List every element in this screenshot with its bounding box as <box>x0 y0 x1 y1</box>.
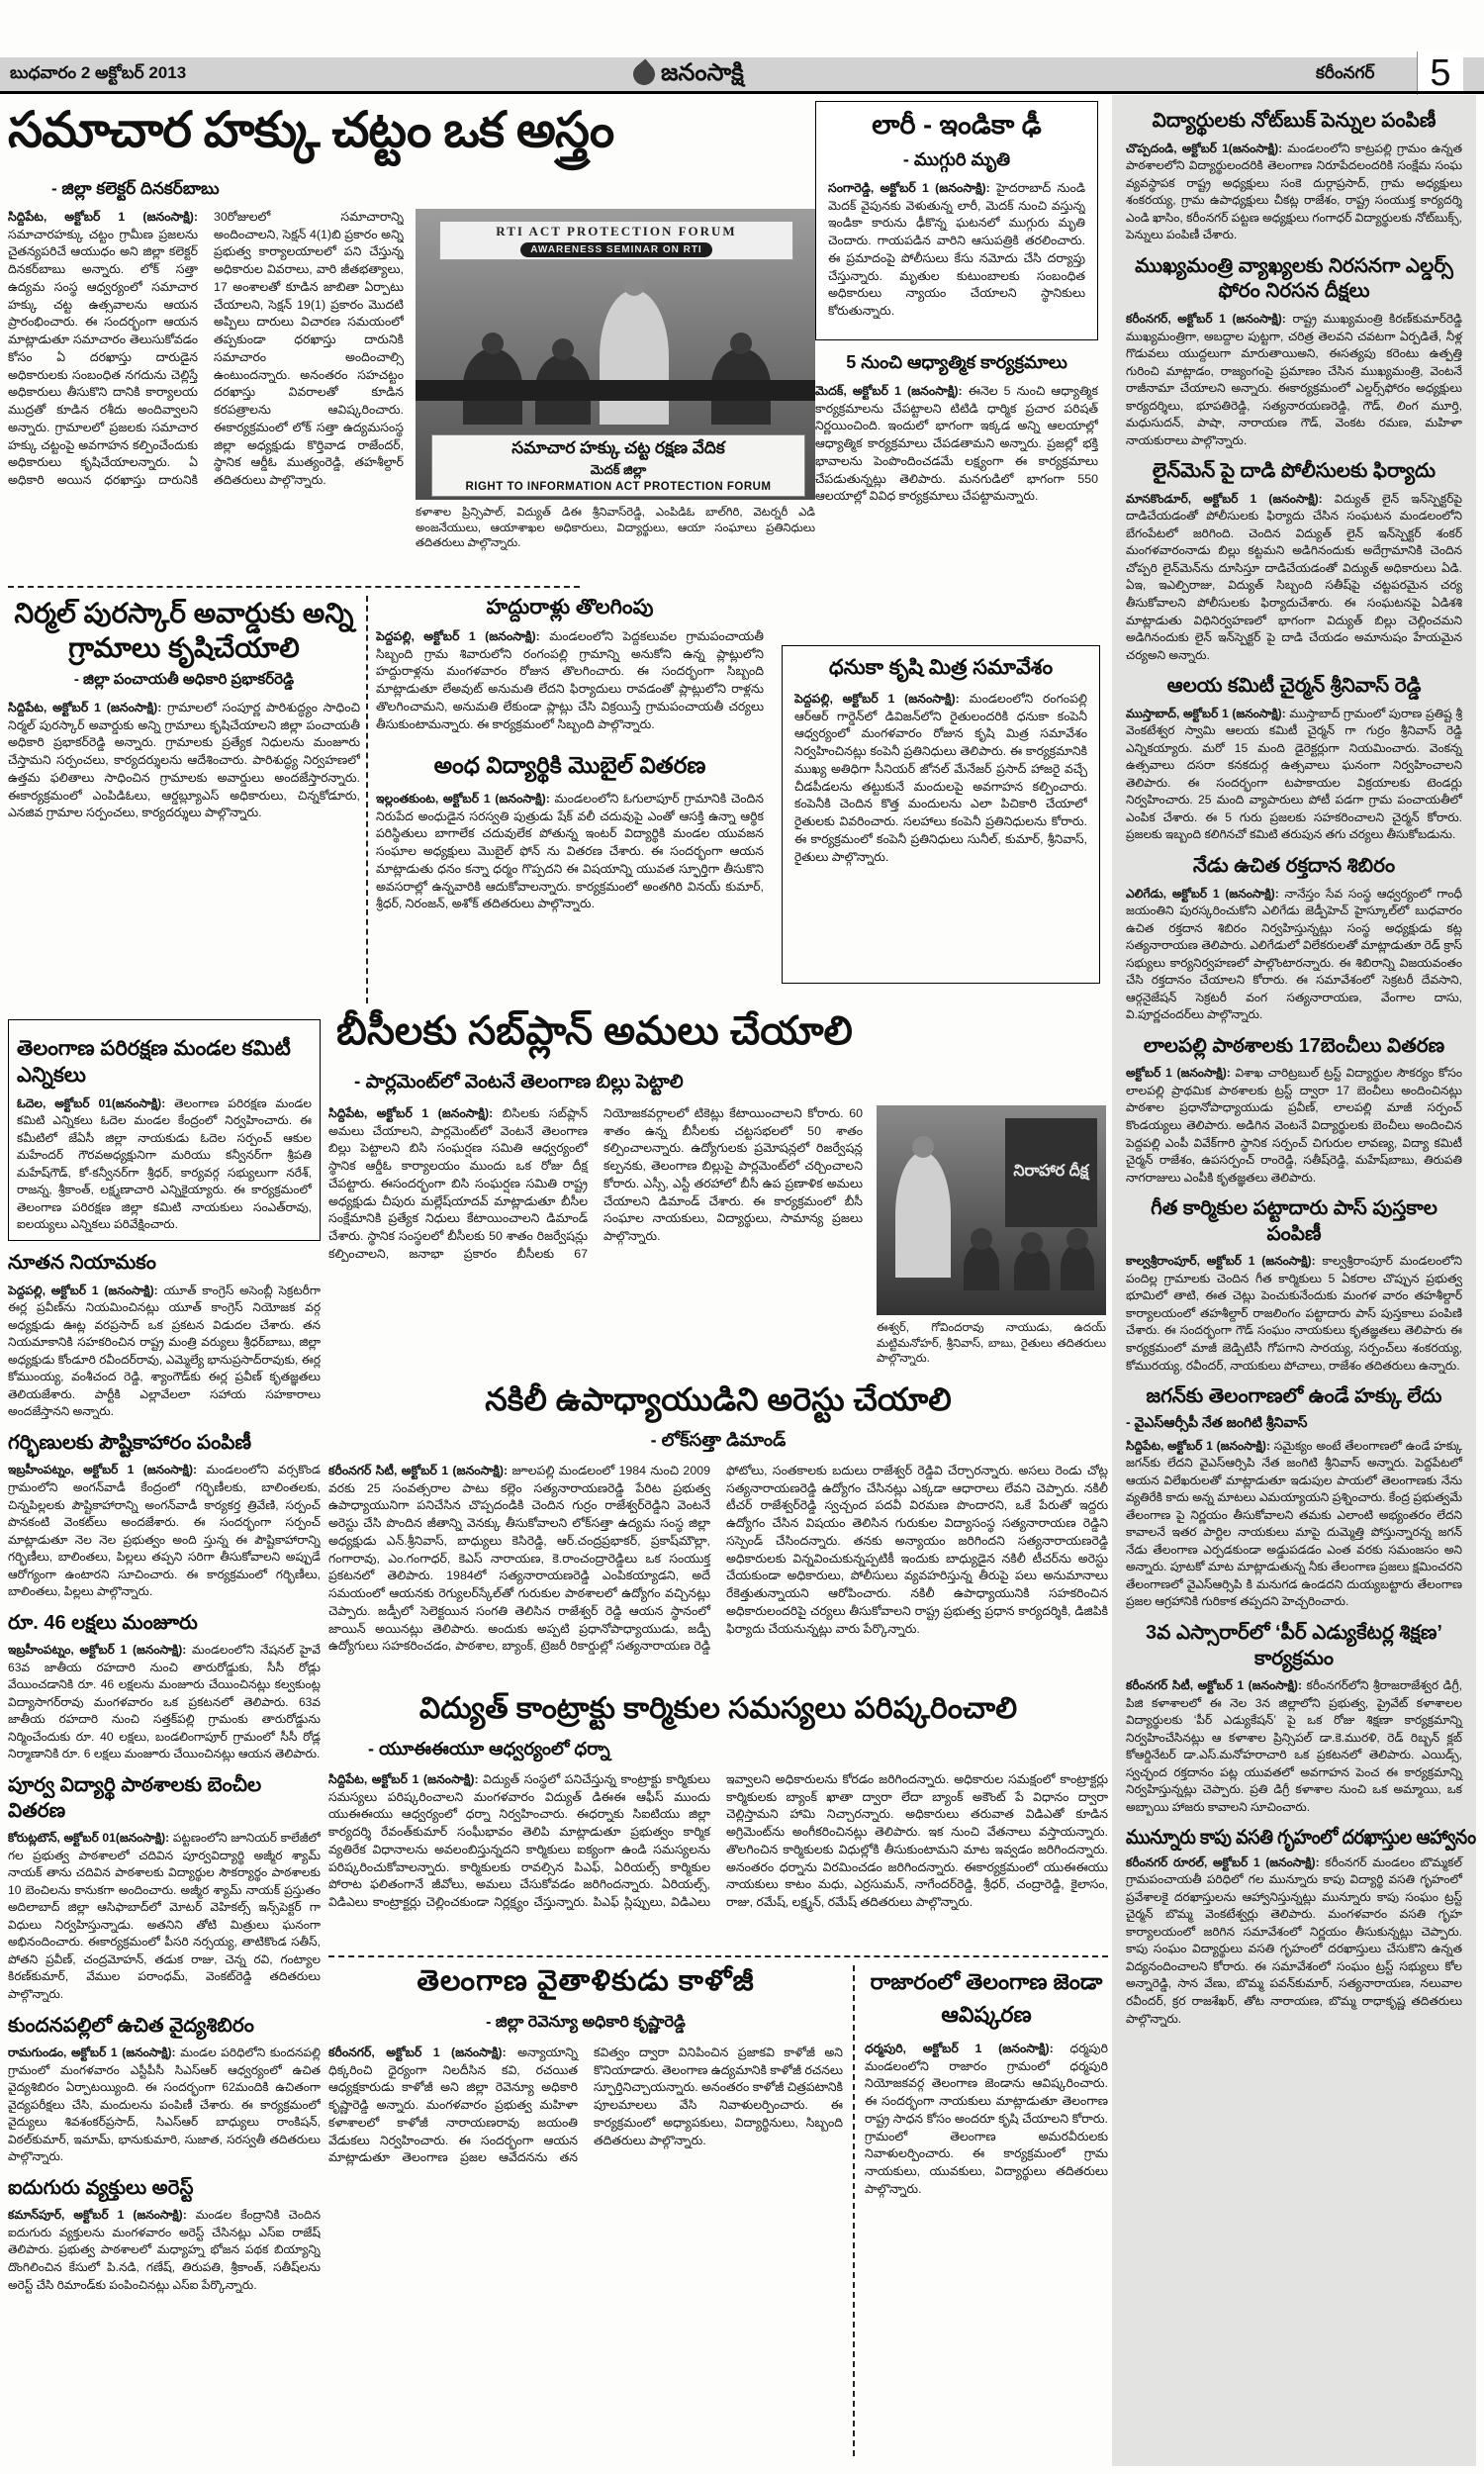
paper-logo <box>633 59 744 92</box>
article-body: కాల్వశ్రీరాంపూర్, అక్టోబర్ 1 (జనంసాక్షి): కాల్వశ్రీరాంపూర్ మండలంలోని పందిల్ల గ్రామాలకు చెందిన గీత కార్మికులు 5 ఏకరాల చొప్పున ప్రభుత్వ భూమిలో తాటి, ఈత చెట్లు పెంచుకునేందుకు మంగళ వారం తహశీల్దార్ కార్యాలయంలో తహశీల్దార్ రాజలింగం పట్టాదారు పాస్ పుస్తకాలు పంపిణి చేశారు. ఈ సందర్భంగా గౌడ్ సంఘం నాయకులు కృతజ్ఞతలు తెలిపారు ఈ కార్యక్రమంలో మాజీ జెడ్పిటిసీ గోపగాని సారయ్య, సర్పంచ్‌లు శంకరయ్య, కోమురయ్య, రవీందర్, నాయకులు పోచాలు, రాజేశం తదితరులు ఉన్నారు. <box>1126 1254 1462 1373</box>
article-body: కరీంనగర్, అక్టోబర్ 1 (జనంసాక్షి): రాష్ట్ర ముఖ్యమంత్రి కిరణ్‌కుమార్‌రెడ్డి ముఖ్యమంత్రిగా, అబద్దాల పుట్టగా, చరిత్ర తెలవని చవటగా ఏర్పడితే, నీళ్ల గొడువలు యుద్దలుగా మారుతాయిఅని, ఈసత్యపు కరెంటు ఉత్పత్తి గురించి మాట్లాడం, రాజ్యంగంపై ప్రమాణం చేసిన ముఖ్యమంత్రి, వెంటనే రాజీనామా చేయాలని అన్నారు. ఈకార్యక్రమంలో ఎల్డర్స్‌ఫోరం అధ్యక్షులు కార్యదర్శిలు, భూపతిరెడ్డి, సత్యనారయణరెడ్డి, గౌడ్, లింగ మూర్తి, మధుసుదన్, పాషా, నారాయణ గౌడ్, వెంకట రమణ, మహిళా నాయకురాలు పాల్గొన్నారు. <box>1126 311 1462 447</box>
article-body: అక్టోబర్ 1 (జనంసాక్షి): విశాఖ చారిట్రబుల్ ట్రస్ట్ విద్యార్థుల సౌకర్యం కోసం లాలపల్లి ప్రాథమిక పాఠశాలకు ట్రస్ట్ ద్వారా 17 బెంచీలు అందించినట్లు పాఠశాల ప్రధానోపాధ్యాయుడు ప్రవీణ్, లాలపల్లి మాజీ సర్పంచ్ కొండయ్యలు తెలిపారు. అడిగిన వెంటనే విద్యార్థులకు బెంచీలు అందించిన పెద్దపల్లి ఎంపీ వివేక్‌గారి స్థానిక సర్పంచ్ చిగురుల లావణ్య, విద్యా కమిటీ చైర్మన్ రాజేశం, ఉపసర్పంచ్ రాంరెడ్డి, సతీష్‌రెడ్డి, మహేష్‌బాబు, తిరుపతి నాగరాజులు ఎంపీకి కృతజ్ఞతలు తెలిపారు. <box>1126 1066 1463 1185</box>
photo-banner-top: RTI ACT PROTECTION FORUM AWARENESS SEMINAR ON RTI <box>439 221 793 260</box>
article-subhead: - ముగ్గురి మృతి <box>902 149 1011 169</box>
article-body: ముస్తాబాద్, అక్టోబర్ 1 (జనంసాక్షి): ముస్తాబాద్ గ్రామంలో పురాణ ప్రతిష్ట శ్రీ వెంకటేశ్వర స్వామి ఆలయ కమిటీ చైర్మన్ గా గుర్రం శ్రీనివాస్ రెడ్డి ఎన్నికయ్యారు. మరో 15 మంది డైరెక్టర్లుగా నియమించారు. వెంకన్న ఉత్సవాలు దసరా కనకదుర్గ ఉత్సవాలు ఘనంగా నిర్వహించాలని తెలిపారు. ఈ సందర్భంగా టపాకాయల విక్రయాలకు టెండర్లు నిర్వహించారు. 25 మంది వ్యాపారులు పోటీ పడగా గ్రామ పంచాయతీలో ఎంపిక చేశారు. ఈ 5 గురు ప్రజలకు సహకరించాలని చైర్మన్ కోరారు. ప్రజలకు ఇబ్బంది కలిగినచో కమిటి తరుపున తగు చర్యలు తీసుకోబడును. <box>1126 706 1462 842</box>
article-subhead: - యూఈఈయూ ఆధ్వర్యంలో ధర్నా <box>368 1739 610 1759</box>
rail-article <box>8 1431 321 1601</box>
rail-article <box>1126 459 1462 664</box>
masthead-rule <box>0 91 1484 94</box>
article-headline: సమాచార హక్కు చట్టం ఒక అస్త్రం <box>8 102 614 157</box>
article-byline: - జిల్లా కలెక్టర్ దినకర్‌బాబు <box>51 179 220 198</box>
person-silhouette <box>1014 1248 1050 1289</box>
right-rail <box>1112 95 1476 2466</box>
article-headline: రూ. 46 లక్షలు మంజూరు <box>8 1611 198 1634</box>
article-headline: గీత కార్మికుల పట్టాదారు పాస్ పుస్తకాల పంపిణీ <box>1151 1197 1438 1245</box>
page-number: 5 <box>1417 51 1463 95</box>
rail-article <box>1126 1825 1476 2028</box>
article-lorry <box>815 101 1098 340</box>
logo-flame-icon <box>629 58 660 89</box>
article-body: ధర్మపురి, అక్టోబర్ 1 (జనంసాక్షి): ధర్మపురి మండలంలోని రాజారం గ్రామంలో ధర్మపురి నియోజకవర్గ తెలంగాణ జెండాను ఆవిష్కరించారు. ఈ సందర్భంగా నాయకులు మాట్లాడుతూ తెలంగాణ రాష్ట్ర సాధన కోసం అందరూ కృషి చేయాలని కోరారు. గ్రామంలో తెలంగాణ అమరవీరులకు నివాళులర్పించారు. ఈ కార్యక్రమంలో గ్రామ నాయకులు, యువకులు, విద్యార్థులు తదితరులు పాల్గొన్నారు. <box>865 2042 1108 2196</box>
article-dateline: కోరుట్లటౌన్, అక్టోబర్ 01(జనంసాక్షి): <box>8 1831 173 1846</box>
left-rail <box>8 1019 321 2456</box>
article-body: ఇబ్రహీంపట్నం, అక్టోబర్ 1 (జనంసాక్షి): మండలంలోని వర్సకొండ గ్రామంలోని అంగన్‌వాడీ కేంద్రంలో గర్భిణీలకు, బాలింతలకు, చిన్నపిల్లలకు పౌష్టికాహారాన్ని అంగన్‌వాడీ కార్యకర్త త్రివేణి, సర్పంచ్ పొనకంటి వెంకట్‌లు అందజేశారు. ఈ సందర్భంగా సర్పంచ్ మాట్లాడుతూ నెల నెల ప్రభుత్వం అంది స్తున్న ఈ పౌష్టికాహారాన్ని గర్భిణీలు, బాలింతలు, పిల్లలు తప్పని సరిగా తీసుకోవాలని అప్పుడే ఆరోగ్యంగా ఉంటారని సూచించారు. ఈ కార్యక్రమంలో గర్భిణీలు, బాలింతలు, పిల్లలు పాల్గొన్నారు. <box>8 1463 321 1599</box>
article-dateline: కరీంనగర్, అక్టోబర్ 1 (జనంసాక్షి): <box>1126 311 1293 326</box>
article-dateline: కాల్వశ్రీరాంపూర్, అక్టోబర్ 1 (జనంసాక్షి): <box>1126 1254 1323 1269</box>
article-spiritual <box>815 352 1098 639</box>
article-headline: లాలపల్లి పాఠశాలకు 17బెంచీలు వితరణ <box>1143 1034 1445 1057</box>
rail-article <box>1126 1196 1462 1375</box>
article-headline: హద్దురాళ్లు తొలగింపు <box>486 596 654 618</box>
article-body: రామగుండం, అక్టోబర్ 1 (జనంసాక్షి): మండల పరిధిలోని కుందనపల్లి గ్రామంలో మంగళవారం ఎస్టీపీసీ సిఎస్ఆర్ ఆధ్వర్యంలో ఉచిత వైద్యశిబిరం ఏర్పాటయ్యింది. ఈ సందర్భంగా 62మందికి ఉచితంగా వైద్యపరీక్షలు చేసి, మందులను పంపిణీ చేశారు. ఈ కార్యక్రమంలో వైద్యులు శివశంకర్‌ప్రసాద్, సిఎస్ఆర్ బాధ్యులు రాంకిషన్, విఠల్‌కుమార్, ఇమామ్, భానుకుమారి, సుజాత, సరస్వతీ తదితరులు పాల్గొన్నారు. <box>8 2046 321 2164</box>
photo-table <box>416 380 815 401</box>
rti-seminar-photo <box>416 209 815 500</box>
article-headline: జగన్‌కు తెలంగాణలో ఉండే హక్కు లేదు <box>1146 1385 1442 1408</box>
article-body: సిద్దిపేట, అక్టోబర్ 1 (జనంసాక్షి): గ్రామాలలో సంపూర్ణ పారిశుద్ధ్యం సాధించి నిర్మల్ పురస్కార్ అవార్డుకు అన్ని గ్రామాలు కృషిచేయాలని జిల్లా పంచాయతీ అధికారి ప్రభాకర్‌రెడ్డి అన్నారు. గ్రామాలకు ప్రత్యేక నిధులను మంజూరు చేస్తామని సర్పంచలు, కార్యదర్శులను ఆదేశించారు. పారిశుద్ధ్య నిర్వహణలో ఉత్తమ ఫలితాలు సాధించిన గ్రామాలకు అవార్డులు అందజేస్తారన్నారు. ఈకార్యక్రమంలో ఎంపిడిఓలు, ఆర్డబ్ల్యూఎస్ అధికారులు, చిన్నకోడూరు, ఎనజివ గ్రామాల సర్పంచలు, కార్యదర్శులు పాల్గొన్నారు. <box>8 701 360 820</box>
article-body: కరీంనగర్ రూరల్, అక్టోబర్ 1 (జనంసాక్షి): కరీంనగర్ మండలం బొమ్మకల్ గ్రామపంచాయతీ పరిధిలో గల మున్నూరు కాపు విద్యార్థి వసతి గృహంలో ప్రవేశాలకై దరఖాస్తులను ఆహ్వానిస్తున్నట్లు మున్నూరు కాపు సంఘం ట్రస్ట్ చైర్మన్ బొమ్మ వెంకటేశ్వర్లు తెలిపారు. మంగళవారం వసతి గృహ కార్యాలయంలో జరిగిన సమావేశంలో నిర్ణయం తీసుకున్నట్లు చెప్పారు. కాపు సంఘం విద్యార్థులు వసతి గృహంలో దరఖాస్తులు చేసుకొని ఉన్నత విద్యనందించాలని కోరారు. ఈ సమావేశంలో సంఘం ట్రస్ట్ సభ్యులు కోల అన్నారెడ్డి, సాన వేణు, బొమ్మ పవన్‌కుమార్, సత్యనారాయణ, నలువాల రవీందర్, క్రర రాజశేఖర్, తోట నారాయణ, బొమ్మ రాధాకృష్ణ తదితరులు పాల్గొన్నారు. <box>1126 1855 1462 2026</box>
article-body: పెద్దపల్లి, అక్టోబర్ 1 (జనంసాక్షి): యూత్ కాంగ్రెస్ అసెంబ్లీ సెక్రటరీగా ఈర్ల ప్రవీణ్‌ను నియమించినట్లు యూత్ కాంగ్రెస్ నియోజక వర్గ అధ్యక్షుడు ఊట్ల వరప్రసాద్ ఒక ప్రకటన విడుదల చేశారు. తన నియమాకానికి సహకరించిన రాష్ట్ర మంత్రి వర్యులు శ్రీధర్‌బాబు, జిల్లా అధ్యక్షుడు కోండూరి రవీందర్‌రావు, ఎమ్మెల్యే భానుప్రసాద్‌రావుకు, ఈర్ల కోముంయ్య, వంశీచంద రెడ్డి, శ్యాంగౌడ్‌కు ఈర్ల ప్రవీణ్ కృతజ్ఞతలు తెలియజేశారు. పార్టీకి ఎల్లావేలలా సహాయ సహకారాలు అందజేస్తానని అన్నారు. <box>8 1283 321 1419</box>
article-headline: 3వ ఎస్సారార్‌లో ‘పీర్ ఎడ్యుకేటర్ల శిక్షణ’ కార్యక్రమం <box>1146 1621 1442 1669</box>
person-silhouette <box>1061 1244 1094 1290</box>
article-body: మానకొండూర్, అక్టోబర్ 1 (జనంసాక్షి): విద్యుత్ లైన్ ఇన్‌స్పెక్టర్‌పై దాడిచేయడంతో పోలీసులకు ఫిర్యాదు చేసిన సంఘటన మండలంలోని బేగంపేటలో జరిగింది. చెందిన విద్యుత్ లైన్ ఇన్‌స్పెక్టర్ శంకర్ మంగళవారంనాడు బిల్లు కట్టమని అడిగినందుకు అదేగ్రామానికి చెందిన చోప్పరి లైన్‌మెన్‌ను దూసిస్తూ దాడిచేయడంతో విద్యుత్ అధికారులు ఏడి. ఏఇ, ఇఎల్పిరాజు, విద్యుత్ సిబ్బంది సతీష్‌పై చట్టపరమైన చర్య తీసుకోవాలని పోలీసులకు ఫిర్యాదుచేశారు. ఈ సంఘటనపై ఏడిశశి మాట్లాడుతు విధినిర్వహణలో భాగంగా విద్యుత్ బిల్లు చెల్లించమని అడిగినందుకు లైన్ ఇన్‌స్పెక్టర్ పై దాడి చేయడం అమానుషం హేయమైన చర్యఅని అన్నారు. <box>1126 491 1462 662</box>
article-subhead: - జిల్లా రెవెన్యూ అధికారి కృష్ణారెడ్డి <box>486 2014 686 2031</box>
article-headline: విద్యుత్ కాంట్రాక్టు కార్మికుల సమస్యలు పరిష్కరించాలి <box>418 1692 1018 1725</box>
article-dateline: ఎలిగేడు, అక్టోబర్ 1 (జనంసాక్షి): <box>1126 886 1285 901</box>
speaker-silhouette <box>600 290 669 424</box>
photo-caption: ఈశ్వర్, గోవిందరావు నాయుడు, ఉదయ్ మట్టిమనోహర్, శ్రీనివాస్, బాబు, రైతులు తదితరులు పాల్గొన్నారు. <box>877 1321 1106 1366</box>
article-headline: ఆలయ కమిటీ చైర్మన్ శ్రీనివాస్ రెడ్డి <box>1166 675 1422 698</box>
article-headline: నకిలీ ఉపాధ్యాయుడిని అరెస్టు చేయాలి <box>485 1381 952 1417</box>
rail-article <box>1126 1621 1462 1816</box>
article-body: కరీంనగర్ సిటీ, అక్టోబర్ 1 (జనంసాక్షి): కరీంనగర్‌లోని శ్రీరాజరాజేశ్వర డిగ్రీ, పిజి కళాశాలలో ఈ నెల 3న జిల్లాలోని ప్రభుత్వ, ప్రైవేట్ కళాశాలల విద్యార్థులకు ‘పీర్ ఎడ్యుకేషన్’ పై ఒక రోజు శిక్షణా కార్యక్రమాన్ని నిర్వహించేసినట్లు ఆ కళాశాల ప్రిన్సిపల్ డా.కె.మురళి, రెడ్ రిబ్బన్ క్లబ్ కోఆర్డినేటర్ డా.ఎస్.మనోహరాచారి ఒక ప్రకటనలో తెలిపారు. ఎయిడ్స్, స్వచ్ఛంద రక్తదానం పట్ల యువతలో అవగాహన పెంచ ఈ కార్యక్రమాన్ని నిర్వహిస్తున్నట్లు చెప్పారు. ప్రతి డిగ్రీ కళాశాల నుంచి ఒక అమ్మాయి, ఒక అబ్బాయి హాజరు కావాలని సూచించారు. <box>1126 1678 1463 1814</box>
article-dateline: కమాన్‌పూర్, అక్టోబర్ 1 (జనంసాక్షి): <box>8 2208 196 2223</box>
photo-banner-bottom: సమాచార హక్కు చట్ట రక్షణ వేదిక మెదక్ జిల్లా RIGHT TO INFORMATION ACT PROTECTION FORUM <box>431 434 805 497</box>
article-byline: - జిల్లా పంచాయతీ అధికారి ప్రభాకర్‌రెడ్డి <box>73 671 295 688</box>
article-blind <box>376 752 764 1005</box>
rail-article <box>8 1251 321 1421</box>
dharna-banner: నిరాహార దీక్ష <box>1005 1118 1097 1227</box>
divider <box>8 586 580 588</box>
article-subhead: - వైఎస్ఆర్సీపీ నేత జంగిటి శ్రీనివాస్ <box>1126 1413 1308 1430</box>
rail-article <box>1126 109 1462 244</box>
article-headline: రాజారంలో తెలంగాణ జెండా ఆవిష్కరణ <box>870 1969 1103 2027</box>
article-rti <box>8 101 815 590</box>
article-dateline: ముస్తాబాద్, అక్టోబర్ 1 (జనంసాక్షి): <box>1126 706 1290 720</box>
article-dhanuka <box>782 645 1100 984</box>
article-headline: తెలంగాణ వైతాళికుడు కాళోజీ <box>417 1965 755 1997</box>
article-dateline: అక్టోబర్ 1 (జనంసాక్షి): <box>1126 1066 1236 1081</box>
rail-article <box>8 2176 321 2294</box>
article-body: సిద్దిపేట, అక్టోబర్ 1 (జనంసాక్షి): సమాచారహక్కు చట్టం గ్రామీణ ప్రజలను చైతన్యపరిచే ఆయుధం అని జిల్లా కలెక్టర్ దినకర్‌బాబు అన్నారు. లోక్ సత్తా ఉద్యమ సంస్థ ఆధ్వర్యంలో సమాచార హక్కు చట్ట ఉత్సవాలను ఆయన ప్రారంభించారు. ఈ సందర్భంగా ఆయన మాట్లాడుతూ సమాచారం తెలుసుకోవడం కోసం ఏ దరఖాస్తు దారుడైన అధికారులకు సంబంధిత నగదును చెల్లిస్తే అధికారులు తీసుకొని దానికి కార్యాలయ ముద్రతో కూడిన రశీదు అందివ్వాలని అన్నారు. గ్రామాలలో ప్రజలకు సమాచార హక్కు చట్టంపై అవగాహన కల్పించేందుకు అధికారులు కృషిచేయాలన్నారు. ఏ అధికారి అయిన ధరఖాస్తు దారునికి 30రోజులలో సమాచారాన్ని అందించాలని, సెక్షన్ 4(1)బి ప్రకారం అన్ని ప్రభుత్వ కార్యాలయాలలో పని చేస్తున్న అధికారుల వివరాలు, వారి జీతభత్యాలు, 17 అంశాలతో కూడిన జాబితా ఏర్పాటు చేయాలని, సెక్షన్ 19(1) ప్రకారం మొదటి అప్పిలు దారులు విచారణ సమయంలో తప్పకుండా ధరఖాస్తు దారునికి సమాచారం అందించాల్సి ఉంటుందన్నారు. అనంతరం సహచట్టం దరఖాస్తు వివరాలతో కూడిన కరపత్రాలను ఆవిష్కరించారు. ఈకార్యక్రమంలో లోక్ సత్తా ఉద్యమసంస్థ జిల్లా అధ్యక్షుడు కొర్తివాడ రాజేందర్, స్థానిక ఆర్డీఓ ముత్యంరెడ్డి, తహశీల్దార్ తదితరులు పాల్గొన్నారు. <box>8 210 404 488</box>
article-subhead: - లోక్‌సత్తా డిమాండ్ <box>650 1430 787 1450</box>
article-nirmal <box>8 596 360 1005</box>
divider <box>853 1965 855 2456</box>
article-headline: గర్భిణులకు పౌష్టికాహారం పంపిణీ <box>8 1431 251 1454</box>
article-power <box>328 1692 1108 1950</box>
article-dateline: ఇబ్రహీంపట్నం, అక్టోబర్ 1 (జనంసాక్షి): <box>8 1463 207 1477</box>
rail-article <box>1126 854 1462 1024</box>
article-headline: 5 నుంచి ఆధ్యాత్మిక కార్యక్రమాలు <box>846 352 1067 372</box>
article-dateline: కరీంనగర్ సిటీ, అక్టోబర్ 1 (జనంసాక్షి): <box>1126 1678 1307 1693</box>
article-body: కరీంనగర్ సిటీ, అక్టోబర్ 1 (జనంసాక్షి): జూలపల్లి మండలంలో 1984 నుంచి 2009 వరకు 25 సంవత్సరాల పాటు కల్లెం సత్యనారాయణరెడ్డి పేరిట ప్రభుత్వ ఉపాధ్యాయునిగా పనిచేసిన చొప్పదండికి చెందిన గుర్రం రాజేశ్వర్‌రెడ్డిని వెంటనే అరెస్టు చేసి పొందిన జీతాన్ని వెనక్కు తీసుకోవాలని లోక్‌సత్తా ఉద్యమ సంస్థ జిల్లా అధ్యక్షుడు ఎన్.శ్రీనివాస్, బాధ్యులు కెసిరెడ్డి, ఆర్.చంద్రప్రభాకర్, ప్రకాష్‌మౌల్లా, గంగారావు, ఎం.గంగాధర్, కెఎస్ నారాయణ, కె.రాంచంద్రారెడ్డిలు ఒక సంయుక్త ప్రకటనలో తెలిపారు. 1984లో సత్యనారాయణరెడ్డి ఎంపికయ్యాడని, అదే సమయంలో ఆయనకు రెగ్యులర్‌స్కేల్‌తో గురుకుల పాఠశాలలో ఉద్యోగం వచ్చినట్లు చెప్పారు. జడ్పీలో సెలెక్టయిన సంగతి తెలిసిన రాజేశ్వర్ రెడ్డి ఆయన స్థానంలో జాయిన్ అయినట్లు తెలిపారు. అందుకు అప్పటి ప్రధానోపాధ్యాయుడు, జడ్పీ ఉద్యోగులు సహకరించడం, పాఠశాల, బ్యాంక్, ట్రెజరీ రికార్డుల్లో సత్యనారాయణ రెడ్డి ఫోటోలు, సంతకాలకు బదులు రాజేశ్వర్ రెడ్డివి చేర్చారన్నారు. అసలు రెండు చోట్ల సత్యనారాయణరెడ్డి ఉద్యోగం చేసినట్లు ఎక్కడా ఆధారాలు లేవని చెప్పారు. నకిలీ టీచర్ రాజేశ్వర్‌రెడ్డి స్వచ్చంద పదవీ విరమణ పొందారని, ఒకే పేరుతో ఇద్దరు ఉద్యోగం చేసిన విషయం తెలిసిన గురుకుల విద్యాసంస్థ సత్యనారాయణ రెడ్డిని సస్పెండ్ చేసిందన్నారు. తనకు అన్యాయం జరిగిందని సత్యనారాయణరెడ్డి అధికారులకు విన్నవించుకున్నప్పటికీ ఇందుకు బాధ్యుడైన నకిలీ టీచర్‌ను అరెస్టు చేయకుండా అధికారులు, పోలీసులు వ్యవహరిస్తున్న తీరుపై పలు అనుమానాలు రేకెత్తుతున్నాయని ఆరోపించారు. నకిలీ ఉపాధ్యాయునికి సహకరించిన అధికారులందరిపై చర్యలు తీసుకోవాలని రాష్ట్ర ప్రభుత్వ ప్రధాన కార్యదర్శికి, డిజిపికి ఫిర్యాదు చేయనున్నట్లు వారు పేర్కొన్నారు. <box>328 1464 1108 1654</box>
edition-date: బుధవారం 2 అక్టోబర్ 2013 <box>10 63 187 82</box>
article-boundary <box>376 596 764 746</box>
article-dateline: సిద్దిపేట, అక్టోబర్ 1 (జనంసాక్షి): <box>1126 1438 1274 1453</box>
rail-article <box>1126 254 1462 449</box>
article-body: కరీంనగర్, అక్టోబర్ 1 (జనంసాక్షి): అన్యాయాన్ని ధిక్కరించి ధైర్యంగా నిలదీసిన కవి, రచయిత ఆధ్యక్షకారుడు కాళోజీ అని జిల్లా రెవెన్యూ అధికారి కృష్ణారెడ్డి అన్నారు. మంగళవారం ప్రభుత్వ మహిళా కళాశాలలో కాళోజీ నారాయణరావు జయంతి వేడుకలు నిర్వహించారు. ఈ సందర్భంగా ఆయన మాట్లాడుతూ తెలంగాణ ప్రజల ఆవేదనను తన కవిత్వం ద్వారా వినిపించిన ప్రజాకవి కాళోజీ అని కొనియాడారు. తెలంగాణ ఉద్యమానికి కాళోజీ రచనలు స్ఫూర్తినిచ్చాయన్నారు. అనంతరం కాళోజీ చిత్రపటానికి పూలమాలలు వేసి నివాళులర్పించారు. ఈ కార్యక్రమంలో అధ్యాపకులు, విద్యార్థినులు, సిబ్బంది తదితరులు పాల్గొన్నారు. <box>328 2046 843 2165</box>
article-body: పెద్దపల్లి, అక్టోబర్ 1 (జనంసాక్షి): మండలంలోని రంగంపల్లి ఆర్ఆర్ గార్డెన్‌లో డివిజన్‌లోని రైతులందరికి ధనుకా కంపెనీ ఆధ్వర్యంలో మంగళవారం రోజున కృషి మిత్ర సమావేశం నిర్వహించినట్లు కంపెనీ ప్రతినిధులు తెలిపారు. ఈ కార్యక్రమానికి ముఖ్య అతిధిగా సీనియర్ జోనల్ మేనేజర్ ప్రసాద్ హాజరై వచ్చే చీడపీడలను తట్టుకునే మందులపై అవగాహన కల్పించారు. కంపెనీకి చెందిన కొత్త మందులను ఎలా పిచికారి చేయాలో రైతులకు వివరించారు. సలహాలు కంపెనీ ప్రతినిధులను కోరారు. ఈ కార్యక్రమంలో కంపెనీ ప్రతినిధులు సునీల్, కుమార్, శ్రీనివాస్, రైతులు పాల్గొన్నారు. <box>794 692 1087 864</box>
article-dateline: ఇబ్రహీంపట్నం, అక్టోబర్ 1 (జనంసాక్షి): <box>8 1643 193 1658</box>
rail-article <box>8 2014 321 2166</box>
article-headline: నిర్మల్ పురస్కార్ అవార్డుకు అన్ని గ్రామాలు కృషిచేయాలి <box>14 598 354 663</box>
rail-article <box>8 1019 321 1241</box>
article-dateline: రామగుండం, అక్టోబర్ 1 (జనంసాక్షి): <box>8 2046 181 2060</box>
article-headline: అంధ విద్యార్థికి మొబైల్ వితరణ <box>433 752 706 778</box>
article-headline: పూర్వ విద్యార్థి పాఠశాలకు బెంచీల వితరణ <box>8 1774 262 1822</box>
edition-region: కరీంనగర్ <box>1316 63 1375 82</box>
bc-dharna-photo <box>877 1105 1106 1315</box>
article-headline: ముఖ్యమంత్రి వ్యాఖ్యలకు నిరసనగా ఎల్డర్స్ ఫోరం నిరసన దీక్షలు <box>1135 254 1453 303</box>
article-body: సిద్దిపేట, అక్టోబర్ 1 (జనంసాక్షి): సమైక్యం అంటే తేలంగాణలో ఉండే హక్కు జగన్‌కు లేదని వైఎస్ఆర్సిపి నేత జంగిటి శ్రీనివాస్ అన్నారు. పెద్దపేటలో ఆయన విలేఖరులతో మాట్లాడుతూ ఇడుపుల పాయలో తెలంగాణకు నేను వ్యతిరేకి కాదు అన్న మాటలు ఎమయ్యాయని ప్రశ్నించారు. కేంద్ర ప్రభుత్వమే తేలంగాణ పై నిర్ణయం తీసుకోవాలని తమకు ఎలాంటి అభ్యంతరం లేదని కావాలనే ఇతర పార్టిల నాయకులు మాపై దుమ్మెత్తి పోస్తున్నారన్న జగన్ నేడు తేలంగాణ ఎర్పడకుండా అడ్డుపడడం ఎంత వరకు సమంజసం అని అన్నారు. పూటకో మాట మాట్లాడుతున్న నీకు తేలంగాణ ప్రజలు క్షమించరని తేలంగాణలో వైఎస్ఆర్సిపి కి మనుగడ ఉండదని దుయ్యబట్టారు తేలంగాణ ప్రజల ఆగ్రహానికి గురికాక తప్పదని హెచ్చరించారు. <box>1126 1438 1462 1609</box>
article-rajaram <box>865 1965 1108 2460</box>
article-body: చొప్పదండి, అక్టోబర్ 1(జనంసాక్షి): మండలంలోని కాట్రపల్లి గ్రామం ఉన్నత పాఠశాలలోని విద్యార్థులందరికి తెలంగాణ నిరూపేదలందరికి సంక్షేమ సంఘ వ్యవస్థాపక రాష్ట్ర అధ్యక్షులు సంకె దుర్గాప్రసాద్, గ్రామ అధ్యక్షులు శంకరయ్య, గ్రామ ఉపాధ్యక్షులు చీకట్ల రాజేశం, రాష్ట్ర సంయుక్త కార్యదర్శి ఎండి ఖాసిం, కరీంనగర్ పట్టణ అధ్యక్షులు గంగాధర్ విద్యార్థులకు నోట్‌బుక్స్, పెన్నులు పంపిణీ చేశారు. <box>1126 141 1462 242</box>
rail-article <box>1126 674 1462 844</box>
seminar-pill: AWARENESS SEMINAR ON RTI <box>520 242 711 257</box>
speaker-silhouette <box>895 1152 951 1278</box>
article-headline: లైన్‌మెన్ పై దాడి పోలీసులకు ఫిర్యాదు <box>1152 460 1437 483</box>
person-silhouette <box>964 1244 999 1290</box>
article-body: కమాన్‌పూర్, అక్టోబర్ 1 (జనంసాక్షి): మండల కేంద్రానికి చెందిన ఐదుగురు వ్యక్తులను మంగళవారం అరెస్ట్ చేసినట్లు ఎస్ఐ రాజేష్ తెలిపారు. ప్రభుత్వ పాఠశాలలో మధ్యాహ్న భోజన పథక బియ్యాన్ని దొంగిలించిన కేసులో పి.నడి, గణేష్, తిరుపతి, శ్రీకాంత్, సతీష్‌లను అరెస్ట్ చేసి రిమాండ్‌కు పంపించినట్లు ఎస్ఐ పేర్కొన్నారు. <box>8 2208 321 2292</box>
article-headline: మున్నూరు కాపు వసతి గృహంలో దరఖాస్తుల ఆహ్వానం <box>1126 1825 1476 1849</box>
article-body: ఇబ్రహీంపట్నం, అక్టోబర్ 1 (జనంసాక్షి): మండలంలోని నేషనల్ హైవే 63వ జాతీయ రహదారి నుంచి తారురోడ్డుకు, సీసీ రోడ్లు వేయించడానికి రూ. 46 లక్షలను మంజూరు చేయించినట్లు కల్వకుంట్ల విద్యాసాగర్‌రావు మంగళవారం ఒక ప్రకటనలో తెలిపారు. 63వ జాతీయ రహదారి నుంచి సత్తక్‌పల్లి గ్రామంకు తారురోడ్డును నిర్మించేందుకు రూ. 40 లక్షలు, బండలింగాపూర్ గ్రామంలో సీసీ రోడ్ల నిర్మాణానికి రూ. 6 లక్షలు మంజూరు చేయించినట్లు ఆయన తెలిపారు. <box>8 1643 321 1761</box>
article-headline: లారీ - ఇండికా ఢీ <box>872 110 1042 140</box>
article-headline: ధనుకా కృషి మిత్ర సమావేశం <box>828 656 1054 679</box>
rail-article <box>1126 1034 1462 1187</box>
article-dateline: ఓదెల, అక్టోబర్ 01(జనంసాక్షి): <box>17 1095 175 1110</box>
article-body: ఓదెల, అక్టోబర్ 01(జనంసాక్షి): తెలంగాణ పరిరక్షణ మండల కమిటి ఎన్నికలు ఓదెల మండల కేంద్రంలో నిర్వహించారు. ఈ కమీటిలో జేఏసీ జిల్లా నాయకుడు ఓదెల సర్పంచ్ ఆకుల మహేందర్ గౌరవఅధ్యక్షునిగా మరియు కన్వీనర్‌గా శ్రీపతి మహేష్‌గౌడ్, కో-కన్వీనర్‌గా శ్రీధర్, కార్యవర్గ సభ్యులుగా నరేశ్, రాజన్న, శ్రీకాంత్, లక్ష్మణాచారి ఎన్నికైయ్యారు. ఈ కార్యక్రమంలో తెలంగాణ పరిరక్షణ జిల్లా కమిటి నాయకులు సంఎత్‌రావు, ఐలయ్యలు ఎన్నికలు పరివేక్షించారు. <box>17 1095 312 1232</box>
article-dateline: పెద్దపల్లి, అక్టోబర్ 1 (జనంసాక్షి): <box>8 1283 164 1297</box>
article-subhead: - పార్లమెంట్‌లో వెంటనే తెలంగాణ బిల్లు పెట్టాలి <box>354 1072 684 1093</box>
article-body: ఎలిగేడు, అక్టోబర్ 1 (జనంసాక్షి): నానేస్తం సేవ సంస్థ ఆధ్వర్యంలో గాంధీ జయంతిని పురస్కరించుకోని ఎలిగేడు జెడ్పీహెచ్ హైస్కూల్‌లో బుధవారం ఉచిత రక్తదాన శిబిరం నిర్వహిస్తున్నట్లు సంస్థ అధ్యక్షుడు కట్ల సత్యనారాయణ తెలిపారు. ఎలిగేడులో విలేకరులతో మాట్లాడుతూ రెడ్ క్రాస్ సభ్యులు కార్యనిర్వహణలో పాల్గొంటారన్నారు. ఈ శిబిరాన్ని విజయవంతం చేసి రక్తదానం చేయాలని కోరారు. ఈ సమావేశంలో సెక్రటరీ దేవసాని, ఆర్గనైజేషన్ సెక్రటరీ వంగ సత్యనారాయణ, వేంగాల దాసు, వి.పూర్ణచందర్‌లు పాల్గొన్నారు. <box>1126 886 1462 1022</box>
article-body: సిద్దిపేట, అక్టోబర్ 1 (జనంసాక్షి): బిసిలకు సబ్‌ప్లాన్ అమలు చేయాలని, పార్లమెంట్‌లో వెంటనే తెలంగాణ బిల్లు పెట్టాలని బిసి సంఘర్షణ సమితి ఆధ్వర్యంలో స్థానిక ఆర్డీఓ కార్యాలయం ముందు ఒక రోజు దీక్ష చేపట్టారు. ఈసందర్భంగా బిసి సంఘర్షణ సమితి రాష్ట్ర అధ్యక్షుడు చీపురు మల్లేష్‌యాదవ్ మాట్లాడుతూ బీసీల సంక్షేమానికి ప్రత్యేక నిధులు కేటాయించాలని డిమాండ్ చేశారు. స్థానిక సంస్థలలో బీసీలకు 50 శాతం రిజర్వేషన్లు కల్పించాలని, జనాభా ప్రకారం బీసీలకు 67 నియోజకవర్గాలలో టికెట్లు కేటాయించాలని కోరారు. 60 శాతం ఉన్న బీసీలకు చట్టసభలలో 50 శాతం కల్పించాలన్నారు. ఉద్యోగులకు ప్రమోషన్లలో రిజర్వేషన్ల కల్పనకు, తెలంగాణ బిల్లుపై పార్లమెంట్‌లో చర్చించాలని కోరారు. ఎస్సీ, ఎస్టీ తరహాలో బీసీ ఉప ప్రణాళిక అమలు చేయాలని డిమాండ్ చేశారు. ఈ కార్యక్రమంలో బీసీ సంఘాల నాయకులు, విద్యార్థులు, సామాన్య ప్రజలు పాల్గొన్నారు. <box>328 1106 863 1261</box>
paper-logo-text: జనంసాక్షి <box>661 59 744 86</box>
photo-caption: కళాశాల ప్రిన్సిపాల్, విద్యుత్ డిఈ శ్రీనివాస్‌రెడ్డి, ఎంపిడిఓ బాల్‌గిరి, వెటర్నరీ ఎడి అంజనేయులు, ఆయాశాఖల అధికారులు, విద్యార్థులు, ఆయా సంఘాలు ప్రతినిధులు తదితరులు పాల్గొన్నారు. <box>416 506 815 550</box>
article-bc <box>328 1009 1108 1378</box>
article-headline: ఐదుగురు వ్యక్తులు అరెస్ట్ <box>8 2176 194 2199</box>
article-dateline: కరీంనగర్ రూరల్, అక్టోబర్ 1 (జనంసాక్షి): <box>1126 1855 1326 1869</box>
divider <box>366 596 368 1003</box>
article-headline: నూతన నియామకం <box>8 1252 156 1274</box>
rail-article <box>8 1773 321 2004</box>
article-fake-teacher <box>328 1381 1108 1688</box>
rail-article <box>8 1611 321 1763</box>
article-headline: బీసీలకు సబ్‌ప్లాన్ అమలు చేయాలి <box>336 1009 853 1053</box>
article-headline: తెలంగాణ పరిరక్షణ మండల కమిటీ ఎన్నికలు <box>17 1037 291 1087</box>
article-body: మెదక్, అక్టోబర్ 1 (జనంసాక్షి): ఈనెల 5 నుంచి ఆధ్యాత్మిక కార్యక్రమాలను చేపట్టాలని టిటిడి ధార్మిక ప్రచార పరిషత్ నిర్ణయించింది. ఇందులో భాగంగా ఇక్కడ అన్ని ఆలయాల్లో ఆధ్యాత్మిక కార్యక్రమాలు చేపడతామని అన్నారు. ప్రజల్లో భక్తి భావాలను పెంపొందించడమే లక్ష్యంగా ఈ కార్యక్రమాలు చేపడుతున్నట్లు తెలిపారు. మనగుడిలో భాగంగా 550 ఆలయాల్లో వివిధ కార్యక్రమాలు చేపట్టామన్నారు. <box>815 384 1098 504</box>
article-headline: విద్యార్థులకు నోట్‌బుక్ పెన్నుల పంపిణీ <box>1152 110 1437 132</box>
divider <box>328 1955 1108 1957</box>
article-body: సంగారెడ్డి, అక్టోబర్ 1 (జనంసాక్షి): హైదరాబాద్ నుండి మెదక్ వైపునకు వెళుతున్న లారీ, మెదక్ నుంచి వస్తున్న ఇండికా కారును ఢీకొన్న ఘటనలో ముగ్గురు మృతి చెందారు. గాయపడిన వారిని ఆసుపత్రికి తరలించారు. ఈ ప్రమాదంపై పోలీసులు కేసు నమోదు చేసి దర్యాప్తు చేస్తున్నారు. మృతుల కుటుంబాలకు సంబంధిత అధికారులు న్యాయం చేయాలని స్థానికులు కోరుతున్నారు. <box>828 181 1085 319</box>
article-headline: నేడు ఉచిత రక్తదాన శిబిరం <box>1192 854 1396 877</box>
rail-article <box>1126 1384 1462 1611</box>
article-body: ఇల్లంతకుంట, అక్టోబర్ 1 (జనంసాక్షి): మండలంలోని ఓగులాపూర్ గ్రామానికి చెందిన నిరుపేద అంధుడైన సరస్వతి పుత్రుడు షేక్ వలీ చదువుపై ఎంతో ఆసక్తి ఉన్నా ఆర్థిక పరిస్థితులు బాగాలేక చదువులేక పోతున్న ఇంటర్ విద్యార్థికి మండల యువజన సంఘాల అధ్యక్షులు మొబైల్ ఫోన్ ను వితరణ చేశారు. ఈ సందర్భంగా ఆయన మాట్లాడుతు ధనం కన్నా ధర్మం గొప్పదని ఈ విషయాన్ని యువత స్ఫూర్తిగా తీసుకొని అవసరాల్లో ఉన్నవారికి ఆదుకోవాలన్నారు. కార్యక్రమంలో అంతగిరి వినయ్ కుమార్, శ్రీధర్, నిరంజన్, అశోక్ తదితరులు పాల్గొన్నారు. <box>376 792 764 911</box>
article-body: సిద్దిపేట, అక్టోబర్ 1 (జనంసాక్షి): విద్యుత్ సంస్థలో పనిచేస్తున్న కాంట్రాక్టు కార్మికులు సమస్యలు పరిష్కరించాలని మంగళవారం విద్యుత్ డిఈఈ ఆఫీస్ ముందు యుఈఈయు ఆధ్వర్యంలో ధర్నా నిర్వహించారు. ఈధర్నాకు సిఐటియు జిల్లా కార్యదర్శి రేవంత్‌కుమార్ సంఘీభావం తెలిపి మాట్లాడుతూ ప్రభుత్వం కార్మిక వ్యతిరేక విధానాలను అవలంబిస్తున్నదని కార్మికులు ఐక్యంగా ఉండి సమస్యలను పరిష్కరించుకోవాలన్నారు. కార్మికులకు రావల్సిన పిఎఫ్, ఏరియల్స్ కార్మికుల పోరాట ఫలితంగానే జీవోలు, అమలు చేసుకోవడం జరిగిందన్నారు. ఏరియల్స్, విడిఎలు కాంట్రాక్టర్లు చెల్లించకుండా నిర్లక్ష్యం చేస్తున్నారు. పిఎఫ్ స్లిప్పులు, విడిఎలు ఇవ్వాలని అధికారులను కోరడం జరిగిందన్నారు. అధికారుల సమక్షంలో కాంట్రాక్టర్లు కార్మికులకు బ్యాంక్ ఖాతా ద్వారా లేదా బ్యాంక్ అకౌంట్ పే విధానం ద్వారా చెల్లిస్తామని హామి నిచ్చారన్నారు. అధికారులు తరువాత విడిఎతో కూడిన అగ్రిమెంట్‌ను అంగీకరించినట్లు తెలిపారు. ఇక నుంచి వేతనాలు వస్తాయన్నారు. తొలగించిన కార్మికులకు విధుల్లోకి తీసుకుంటామని మాట ఇవ్వడం జరిగిందన్నారు. అనంతరం ధర్నాను విరమించడం జరిగిందన్నారు. ఈకార్యక్రమంలో యుఈఈయు నాయకులు కాటం మధు, ఎర్రసుమన్, నాగేందర్‌రెడ్డి, శ్రీధర్, చంద్రారెడ్డి, కైలాసం, రాజు, రమేష్, లక్ష్మన్, రమేష్ తదితరులు పాల్గొన్నారు. <box>328 1772 1108 1910</box>
article-body: పెద్దపల్లి, అక్టోబర్ 1 (జనంసాక్షి): మండలంలోని పెద్దకలువల గ్రామపంచాయతీ సిబ్బంది గ్రామ శివారులోని రంగంపల్లి గ్రామాన్ని అనుకోని ఉన్న ప్లాట్లులోని హద్దురాళ్లను మంగళవారం రోజున తొలగించారు. ఈ సందర్భంగా సిబ్బంది మాట్లాడుతూ లేఅవుట్ అనుమతి లేదని ఫిర్యాదులు రావడంతో ప్లాట్లులోని రాళ్లను తొలగించామని, అనుమతి లేకుండా ప్లాట్లు చేసి విక్రయిస్తే గ్రామపంచాయతీ చర్యలు తీసుకుంటామన్నారు. ఈ కార్యక్రమంలో సిబ్బంది పాల్గొన్నారు. <box>376 629 764 731</box>
article-kaloji <box>328 1965 843 2460</box>
article-headline: కుందనపల్లిలో ఉచిత వైద్యశిబిరం <box>8 2014 254 2037</box>
article-dateline: చొప్పదండి, అక్టోబర్ 1(జనంసాక్షి): <box>1126 141 1288 155</box>
article-dateline: మానకొండూర్, అక్టోబర్ 1 (జనంసాక్షి): <box>1126 491 1335 506</box>
article-body: కోరుట్లటౌన్, అక్టోబర్ 01(జనంసాక్షి): పట్టణంలోని జూనియర్ కాలేజీలో గల ప్రభుత్వ పాఠశాలలో చదివిన పూర్వవిద్యార్థి అజ్మీర శ్యామ్ నాయక్ తాను చదివిన పాఠశాలకు విద్యార్థుల సౌకర్యార్థం పాఠశాలకు 10 బెంచిలను కానుకగా అందించారు. అజ్మీర శ్యామ్ నాయక్ ప్రస్తుతం అదిలాబాద్ జిల్లా ఆసిఫాబాద్‌లో మోటర్ వెహికల్స్ ఇన్స్‌పెక్టర్ గా విధులు నిర్వహిస్తున్నాడు. అతనిని తోటి మిత్రులు ఘనంగా అభినందించారు. ఈకార్యక్రమంలో పీసరి నర్సయ్య, తాటికొండ సతీస్, పోతని ప్రవీణ్, చంద్రమోహన్, తడుక రాజు, చెన్న రవి, గంట్యాల కిరణ్‌కుమార్, వేముల పరాంధమ్, వెంకట్‌రెడ్డి తదితరులు పాల్గొన్నారు. <box>8 1831 321 2001</box>
